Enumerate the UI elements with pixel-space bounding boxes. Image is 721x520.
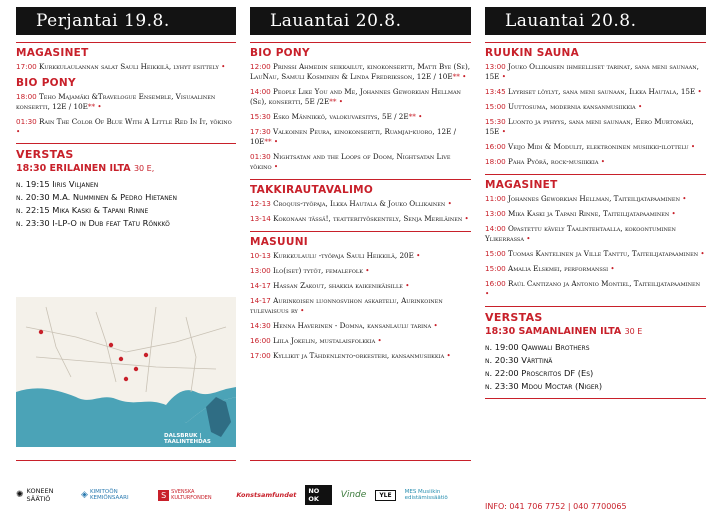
event-text: Liila Jokelin, mustalaisfolkkia	[273, 336, 376, 345]
event-text: Raúl Cantizano ja Antonio Montiel, Taiteilijatapaaminen	[508, 279, 701, 288]
event-time: 16:00	[485, 142, 508, 151]
bullet-icon: •	[523, 234, 531, 243]
price-mark: **	[87, 102, 96, 111]
event-time: 15:00	[485, 264, 508, 273]
event-text: Henna Haverinen - Domna, kansanlaulu tarina	[273, 321, 432, 330]
act-item: n. 23:30 Mdou Moctar (Niger)	[485, 381, 603, 391]
event-time: 17:00	[16, 62, 39, 71]
event-text: Kurkkulaulannan salat Sauli Heikkilä, lyhyt esittely	[39, 62, 219, 71]
section-title: MASUUNI	[250, 236, 308, 248]
konstsamfundet-logo: Konstsamfundet	[236, 491, 297, 499]
act-item: n. 19:00 Qawwali Brothers	[485, 342, 590, 352]
bullet-icon: •	[271, 137, 279, 146]
map-caption: DALSBRUK | TAALINTEHDAS	[164, 433, 211, 445]
event-time: 17:30	[250, 127, 273, 136]
bullet-icon: •	[608, 264, 615, 273]
venue-map	[16, 297, 236, 447]
day-header: Perjantai 19.8.	[16, 7, 236, 35]
day-header: Lauantai 20.8.	[485, 7, 706, 35]
event-text: Teho Majamäki &Travelogue Ensemble, Visuaalinen konsertti, 12E / 10E	[16, 92, 216, 111]
event-item	[485, 279, 706, 299]
bullet-icon: •	[459, 72, 467, 81]
event-time: 01:30	[250, 152, 273, 161]
event-text: Ilo(iset) tytöt, femalefolk	[273, 266, 363, 275]
event-item	[485, 194, 706, 204]
event-item	[16, 92, 236, 112]
event-text: Mika Kaski ja Tapani Rinne, Taiteilijatapaaminen	[508, 209, 670, 218]
act-item: n. 19:15 Iiris Viljanen	[16, 179, 99, 189]
event-time: 13:00	[250, 266, 273, 275]
act-item: n. 22:00 Proscritos DF (Es)	[485, 368, 594, 378]
event-text: Johannes Geworkian Hellman, Taiteilijatapaaminen	[508, 194, 680, 203]
event-item	[250, 214, 471, 224]
event-text: People Like You and Me, Johannes Geworkian Hellman (Se), konsertti, 5E /2E	[250, 87, 461, 106]
event-item	[250, 321, 471, 331]
event-item	[250, 199, 471, 209]
event-item	[485, 117, 706, 137]
event-item	[250, 87, 471, 107]
price-mark: **	[452, 72, 460, 81]
bullet-icon: •	[499, 72, 506, 81]
event-text: Prinssi Ahmedin seikkailut, kinokonsertti, Matti Bye (Se), LauNau, Samuli Kosminen & Linda Fredriksson, 12E / 10E	[250, 62, 471, 81]
event-text: Croquis-työpaja, Ilkka Hautala & Jouko Ollikainen	[273, 199, 446, 208]
bullet-icon: •	[336, 97, 343, 106]
divider	[250, 460, 471, 461]
act-item: n. 20:30 M.A. Numminen & Pedro Hietanen	[16, 192, 177, 202]
section-title: MAGASINET	[16, 47, 89, 59]
event-text: Esko Männikkö, valokuvaesitys, 5E / 2E	[273, 112, 409, 121]
event-time: 15:00	[485, 102, 508, 111]
column-friday	[16, 0, 236, 230]
price-mark: **	[264, 137, 272, 146]
bullet-icon: •	[415, 112, 423, 121]
event-text: Lyyriset löylyt, sana meni saunaan, Ilkka Hautala, 15E	[508, 87, 696, 96]
event-time: 16:00	[485, 279, 508, 288]
bullet-icon: •	[413, 251, 421, 260]
bullet-icon: •	[95, 102, 102, 111]
bullet-icon: •	[499, 127, 506, 136]
divider	[16, 460, 236, 461]
event-item	[250, 296, 471, 316]
kemionsaari-logo: ◈ KIMITOÖN KEMIÖNSAARI	[81, 489, 129, 501]
column-saturday-2	[485, 0, 706, 403]
bullet-icon: •	[271, 162, 279, 171]
event-item	[485, 209, 706, 219]
event-item	[250, 112, 471, 122]
event-item	[250, 152, 471, 172]
bullet-icon: •	[695, 87, 702, 96]
event-item	[250, 351, 471, 361]
event-item	[485, 102, 706, 112]
event-text: Hassan Zakout, shakkia kaikenikäisille	[273, 281, 403, 290]
event-text: Aurinkoisen luonnosvihon askartelu, Aurinkoinen tulevaisuus ry	[250, 296, 443, 315]
event-item	[485, 142, 706, 152]
event-text: Paha Pyörä, rock-musiikkia	[508, 157, 599, 166]
bullet-icon: •	[297, 306, 305, 315]
event-text: Veijo Midi & Modulit, elektroninen musiikki-ilottelu	[508, 142, 689, 151]
event-time: 12:00	[250, 62, 273, 71]
event-text: Uuttosuma, modernia kansanmusiikkia	[508, 102, 636, 111]
section-title: BIO PONY	[250, 47, 310, 59]
event-time: 18:00	[485, 157, 508, 166]
vinde-logo: Vinde	[340, 490, 367, 500]
event-time: 15:30	[250, 112, 273, 121]
event-time: 11:00	[485, 194, 508, 203]
event-item	[250, 127, 471, 147]
event-time: 01:30	[16, 117, 39, 126]
bullet-icon: •	[402, 281, 410, 290]
map-illustration	[16, 297, 236, 447]
day-header: Lauantai 20.8.	[250, 7, 471, 35]
event-item	[485, 224, 706, 244]
event-text: Kokonaan tässä!, teatterityöskentely, Senja Meriläinen	[273, 214, 463, 223]
bullet-icon: •	[445, 199, 452, 208]
event-time: 13:45	[485, 87, 508, 96]
event-time: 14-17	[250, 281, 274, 290]
event-item	[250, 336, 471, 346]
event-item	[250, 62, 471, 82]
event-text: Rain The Color Of Blue With A Little Red In It, yökino	[39, 117, 232, 126]
act-item: n. 20:30 Värttinä	[485, 355, 553, 365]
bullet-icon: •	[218, 62, 226, 71]
event-time: 13:00	[485, 62, 508, 71]
bullet-icon: •	[462, 214, 469, 223]
event-time: 15:30	[485, 117, 508, 126]
event-time: 16:00	[250, 336, 273, 345]
event-text: Jouko Ollikaisen ihmeelliset tarinat, sana meni saunaan, 15E	[485, 62, 699, 81]
section-title: MAGASINET	[485, 179, 558, 191]
act-item: n. 22:15 Mika Kaski & Tapani Rinne	[16, 205, 149, 215]
sponsor-logos	[16, 480, 476, 510]
event-time: 14:00	[250, 87, 273, 96]
event-item	[16, 117, 236, 137]
bullet-icon: •	[431, 321, 438, 330]
bullet-icon: •	[679, 194, 687, 203]
bullet-icon: •	[598, 157, 606, 166]
price-mark: **	[329, 97, 337, 106]
bullet-icon: •	[698, 249, 705, 258]
event-text: Opastettu kävely Taalintehtaalla, kokoontuminen Ylikerrassa	[485, 224, 676, 243]
event-item	[485, 62, 706, 82]
event-text: Tuomas Kantelinen ja Ville Tanttu, Taiteilijatapaaminen	[508, 249, 699, 258]
act-item: n. 23:30 I-LP-O in Dub feat Tatu Rönkkö	[16, 218, 170, 228]
event-time: 15:00	[485, 249, 508, 258]
section-title: BIO PONY	[16, 77, 76, 89]
section-title: TAKKIRAUTAVALIMO	[250, 184, 374, 196]
koneen-logo: ✺ KONEEN SÄÄTIÖ	[16, 487, 54, 503]
bullet-icon: •	[362, 266, 370, 275]
bullet-icon: •	[669, 209, 676, 218]
section-title: RUUKIN SAUNA	[485, 47, 580, 59]
event-time: 14:30	[250, 321, 273, 330]
event-time: 18:00	[16, 92, 39, 101]
event-text: Valkoinen Peura, kinokonsertti, Ruamjai-kuoro, 12E / 10E	[250, 127, 457, 146]
bullet-icon: •	[485, 289, 490, 298]
price-mark: **	[408, 112, 416, 121]
event-text: Nightsatan and the Loops of Doom, Nightsatan Live yökino	[250, 152, 451, 171]
bullet-icon: •	[688, 142, 696, 151]
event-item	[485, 87, 706, 97]
event-item	[250, 266, 471, 276]
column-saturday-1	[250, 0, 471, 366]
event-time: 13-14	[250, 214, 274, 223]
event-text: Kyllikit ja Tähdenlento-orkesteri, kansanmusiikkia	[273, 351, 445, 360]
nook-logo: NO OK	[305, 485, 331, 505]
event-item	[250, 251, 471, 261]
bullet-icon: •	[635, 102, 643, 111]
event-time: 10-13	[250, 251, 274, 260]
event-text: Kurkkulaulu -työpaja Sauli Heikkilä, 20E	[273, 251, 414, 260]
mes-logo: MES Musiikin edistämissäätiö	[404, 489, 448, 501]
event-time: 14-17	[250, 296, 274, 305]
yle-logo: YLE	[375, 490, 395, 501]
event-item	[485, 157, 706, 167]
verstas-headline: 18:30 SAMANLAINEN ILTA 30 E	[485, 326, 643, 337]
verstas-headline: 18:30 ERILAINEN ILTA 30 E,	[16, 163, 155, 174]
section-title: VERSTAS	[16, 148, 74, 161]
event-time: 17:00	[250, 351, 273, 360]
bullet-icon: •	[375, 336, 382, 345]
bullet-icon: •	[16, 127, 21, 136]
event-item	[16, 62, 236, 72]
event-item	[250, 281, 471, 291]
event-text: Amalia Elskmei, performanssi	[508, 264, 609, 273]
event-time: 14:00	[485, 224, 508, 233]
event-item	[485, 264, 706, 274]
section-title: VERSTAS	[485, 311, 543, 324]
info-phone: INFO: 041 706 7752 | 040 7700065	[485, 502, 627, 511]
event-item	[485, 249, 706, 259]
event-text: Luonto ja pyhyys, sana meni saunaan, Eero Murtomäki, 15E	[485, 117, 694, 136]
kulturfonden-logo: S SVENSKA KULTURFONDEN	[158, 489, 227, 501]
event-time: 13:00	[485, 209, 508, 218]
event-time: 12-13	[250, 199, 274, 208]
bullet-icon: •	[444, 351, 451, 360]
